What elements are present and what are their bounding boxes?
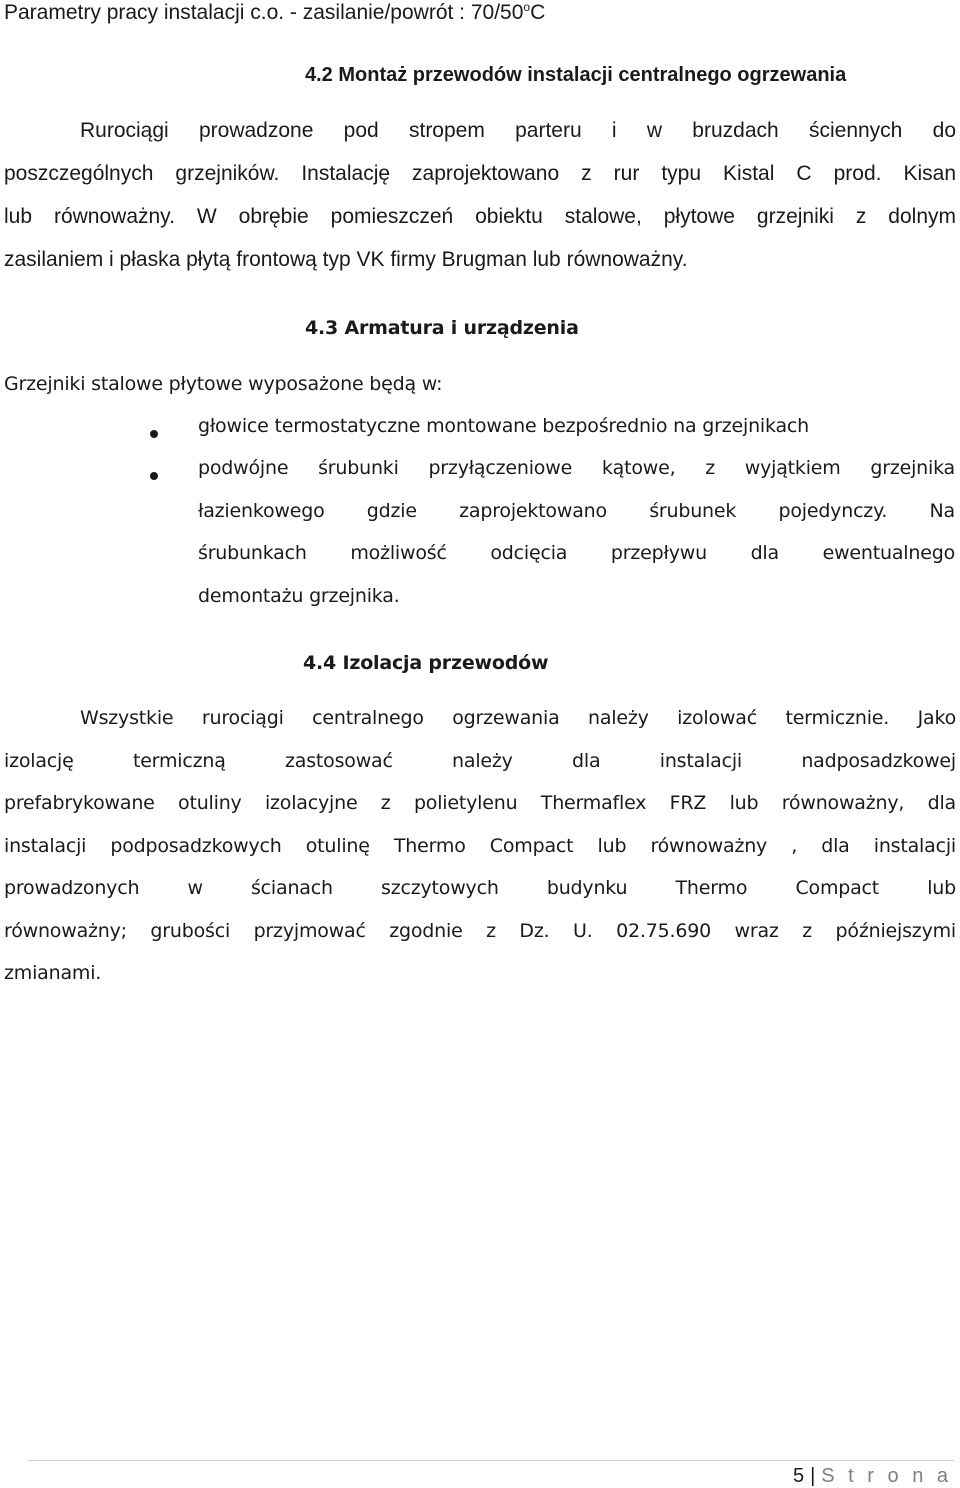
section-4-4-line-4 [4, 835, 956, 857]
paragraph-line: Wszystkie rurociągi centralnego ogrzewania należy izolować termicznie. Jako [80, 707, 956, 729]
section-4-4-title: 4.4 Izolacja przewodów [303, 652, 549, 674]
section-4-4-line-7: zmianami. [4, 962, 102, 984]
section-4-4-line-3 [4, 792, 956, 814]
paragraph-line: podwójne śrubunki przyłączeniowe kątowe, z wyjątkiem grzejnika [198, 457, 955, 479]
paragraph-line: łazienkowego gdzie zaprojektowano śrubunek pojedynczy. Na [198, 500, 955, 522]
page-number: 5 [792, 1465, 805, 1487]
section-4-2-line-3 [4, 205, 956, 229]
bullet-icon [150, 430, 158, 438]
parameters-text: Parametry pracy instalacji c.o. - zasilanie/powrót : 70/50 [4, 1, 524, 24]
footer-page-label: S t r o n a [821, 1465, 952, 1487]
paragraph-line: poszczególnych grzejników. Instalację zaprojektowano z rur typu Kistal C prod. Kisan [4, 162, 956, 185]
section-4-2-line-1 [80, 119, 956, 143]
section-4-3-title: 4.3 Armatura i urządzenia [305, 317, 579, 339]
paragraph-line: lub równoważny. W obrębie pomieszczeń obiektu stalowe, płytowe grzejniki z dolnym [4, 205, 956, 228]
parameters-line [4, 0, 545, 25]
paragraph-line: instalacji podposadzkowych otulinę Thermo Compact lub równoważny , dla instalacji [4, 835, 956, 857]
footer-rule [28, 1460, 954, 1461]
footer-separator: | [810, 1465, 816, 1487]
section-4-4-line-1 [80, 707, 956, 729]
paragraph-line: izolację termiczną zastosować należy dla instalacji nadposadzkowej [4, 750, 956, 772]
paragraph-line: Rurociągi prowadzone pod stropem parteru i w bruzdach ściennych do [80, 119, 956, 142]
bullet-item-2-line-4: demontażu grzejnika. [198, 585, 400, 607]
section-4-2-line-2 [4, 162, 956, 186]
bullet-item-2-line-1 [198, 457, 955, 479]
section-4-4-line-2 [4, 750, 956, 772]
bullet-icon [150, 472, 158, 480]
section-4-2-line-4: zasilaniem i płaska płytą frontową typ VK firmy Brugman lub równoważny. [4, 248, 688, 271]
paragraph-line: śrubunkach możliwość odcięcia przepływu dla ewentualnego [198, 542, 955, 564]
bullet-item-2-line-3 [198, 542, 955, 564]
section-4-2-title: 4.2 Montaż przewodów instalacji centralnego ogrzewania [305, 64, 847, 86]
section-4-3-intro: Grzejniki stalowe płytowe wyposażone będą w: [4, 373, 443, 395]
bullet-item-2-line-2 [198, 500, 955, 522]
bullet-item-1: głowice termostatyczne montowane bezpośrednio na grzejnikach [198, 415, 810, 437]
paragraph-line: prowadzonych w ścianach szczytowych budynku Thermo Compact lub [4, 877, 956, 899]
section-4-4-line-5 [4, 877, 956, 899]
page-footer [793, 1465, 952, 1488]
paragraph-line: prefabrykowane otuliny izolacyjne z polietylenu Thermaflex FRZ lub równoważny, dla [4, 792, 956, 814]
paragraph-line: równoważny; grubości przyjmować zgodnie z Dz. U. 02.75.690 wraz z późniejszymi [4, 920, 956, 942]
degree-mark: o [523, 0, 531, 14]
section-4-4-line-6 [4, 920, 956, 942]
parameters-unit: C [530, 1, 546, 24]
